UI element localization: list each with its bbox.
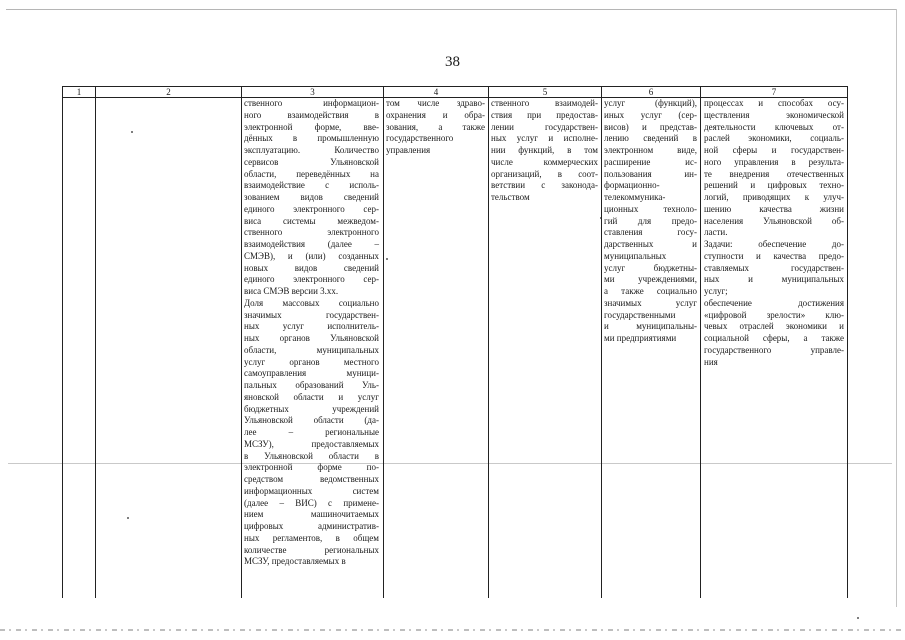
cell-text-line: сервисов Ульяновской — [244, 156, 379, 167]
cell-text-line: единого электронного сер- — [244, 274, 379, 285]
cell-text-line: услуг органов местного — [244, 356, 379, 367]
cell-text-line: населения Ульяновской об- — [704, 215, 844, 226]
cell-text-line: зования, а также — [386, 121, 485, 132]
cell-text-line: гий для предо- — [604, 215, 697, 226]
column-border — [241, 86, 242, 598]
cell-text-line: дарственных и — [604, 239, 697, 249]
cell-text-line: расширение ис- — [604, 156, 697, 167]
cell-text-line: раслей экономики, социаль- — [704, 133, 844, 144]
cell-text-line: средством ведомственных — [244, 474, 379, 484]
cell-text-line: в Ульяновской области в — [244, 450, 379, 461]
cell-text-line: зованием видов сведений — [244, 192, 379, 202]
cell-text-line: МСЗУ), предоставляемых — [244, 438, 379, 449]
scan-speck — [131, 131, 133, 133]
column-border — [383, 86, 384, 598]
column-header-5: 5 — [542, 87, 548, 97]
cell-text-line: процессах и способах осу- — [704, 98, 844, 108]
cell-text-line: лее – региональные — [244, 427, 379, 437]
cell-text-line: государственного — [386, 133, 454, 144]
cell-text-line: лению сведений в — [604, 133, 697, 144]
cell-text-line: ния — [704, 356, 718, 367]
cell-text-line: социальной сферы, а также — [704, 333, 844, 343]
column-border — [601, 86, 602, 598]
cell-text-line: ственного информацион- — [244, 98, 379, 108]
cell-text-line: взаимодействие с исполь- — [244, 180, 379, 191]
cell-text-line: охранения и обра- — [386, 109, 485, 120]
cell-text-line: эксплуатацию. Количество — [244, 145, 379, 155]
cell-text-line: ного управления в результа- — [704, 156, 844, 167]
cell-text-line: деятельности ключевых от- — [704, 121, 844, 132]
cell-text-line: ных регламентов, в общем — [244, 532, 379, 543]
cell-text-line: Задачи: обеспечение до- — [704, 239, 844, 249]
cell-text-line: висов) и представ- — [604, 121, 697, 132]
scan-edge-bottom — [0, 629, 905, 631]
cell-text-line: электронном виде, — [604, 145, 697, 155]
table-cell-col3 — [244, 98, 379, 568]
row-divider — [8, 463, 892, 464]
cell-text-line: самоуправления муници- — [244, 368, 379, 379]
cell-text-line: а также социально — [604, 286, 697, 296]
cell-text-line: ществления экономической — [704, 109, 844, 120]
scan-edge-right — [896, 9, 897, 607]
cell-text-line: (далее – ВИС) с примене- — [244, 497, 379, 508]
table-cell-col5 — [491, 98, 598, 204]
column-border — [700, 86, 701, 598]
cell-text-line: виса СМЭВ версии 3.хх. — [244, 286, 339, 296]
cell-text-line: чевых отраслей экономики и — [704, 321, 844, 332]
cell-text-line: пользования ин- — [604, 168, 697, 179]
cell-text-line: области, муниципальных — [244, 344, 379, 355]
cell-text-line: организаций, в соот- — [491, 168, 598, 179]
cell-text-line: Ульяновской области (да- — [244, 415, 379, 426]
column-header-1: 1 — [76, 87, 82, 97]
cell-text-line: услуг бюджетны- — [604, 262, 697, 273]
cell-text-line: государственными — [604, 309, 676, 320]
cell-text-line: ветствии с законода- — [491, 180, 598, 191]
column-header-3: 3 — [310, 87, 315, 97]
table-cell-col4 — [386, 98, 485, 157]
cell-text-line: те внедрения отечественных — [704, 168, 844, 179]
cell-text-line: ственного взаимодей- — [491, 98, 598, 108]
cell-text-line: единого электронного сер- — [244, 203, 379, 214]
cell-text-line: значимых услуг — [604, 297, 697, 308]
table-cell-col6 — [604, 98, 697, 345]
cell-text-line: электронной форме, вве- — [244, 121, 379, 132]
cell-text-line: МСЗУ, предоставляемых в — [244, 556, 346, 567]
cell-text-line: управления — [386, 145, 431, 155]
cell-text-line: логий, приводящих к улуч- — [704, 192, 844, 202]
cell-text-line: электронной форме по- — [244, 462, 379, 473]
column-border — [488, 86, 489, 598]
cell-text-line: ставляемых государствен- — [704, 262, 844, 273]
table-cell-col7 — [704, 98, 844, 368]
cell-text-line: лении государствен- — [491, 121, 598, 132]
cell-text-line: услуг (функций), — [604, 98, 697, 108]
cell-text-line: числе коммерческих — [491, 156, 598, 167]
cell-text-line: и муниципальны- — [604, 321, 697, 332]
column-header-2: 2 — [166, 87, 171, 97]
cell-text-line: ных услуг и исполне- — [491, 133, 598, 144]
cell-text-line: обеспечение достижения — [704, 297, 844, 308]
column-header-7: 7 — [771, 87, 777, 97]
cell-text-line: дённых в промышленную — [244, 133, 379, 144]
cell-text-line: нием машиночитаемых — [244, 509, 379, 520]
scan-speck — [857, 617, 859, 619]
cell-text-line: иных услуг (сер- — [604, 109, 697, 120]
cell-text-line: новых видов сведений — [244, 262, 379, 273]
cell-text-line: ствия при предостав- — [491, 109, 598, 120]
cell-text-line: решений и цифровых техно- — [704, 180, 844, 191]
cell-text-line: ственного электронного — [244, 227, 379, 238]
cell-text-line: ми предприятиями — [604, 333, 677, 343]
cell-text-line: ной сферы и государствен- — [704, 145, 844, 155]
cell-text-line: Доля массовых социально — [244, 297, 379, 308]
cell-text-line: области, переведённых на — [244, 168, 379, 179]
cell-text-line: муниципальных — [604, 250, 667, 261]
cell-text-line: шению качества жизни — [704, 203, 844, 214]
column-border — [847, 86, 848, 598]
cell-text-line: нии функций, в том — [491, 145, 598, 155]
cell-text-line: бюджетных учреждений — [244, 403, 379, 414]
cell-text-line: формационно- — [604, 180, 660, 191]
cell-text-line: яновской области и услуг — [244, 391, 379, 402]
cell-text-line: ласти. — [704, 227, 728, 238]
scan-speck — [386, 258, 388, 260]
scan-edge-top — [6, 9, 896, 10]
page-number: 38 — [445, 54, 460, 70]
cell-text-line: ных услуг исполнитель- — [244, 321, 379, 332]
cell-text-line: информационных систем — [244, 485, 379, 496]
cell-text-line: ступности и качества предо- — [704, 250, 844, 261]
cell-text-line: ставления госу- — [604, 227, 697, 238]
cell-text-line: виса системы межведом- — [244, 215, 379, 226]
column-header-6: 6 — [648, 87, 654, 97]
cell-text-line: цифровых административ- — [244, 521, 379, 531]
cell-text-line: телекоммуника- — [604, 192, 666, 202]
cell-text-line: ми учреждениями, — [604, 274, 697, 285]
cell-text-line: СМЭВ), и (или) созданных — [244, 250, 379, 261]
cell-text-line: значимых государствен- — [244, 309, 379, 320]
cell-text-line: ного взаимодействия в — [244, 109, 379, 120]
column-header-4: 4 — [433, 87, 439, 97]
column-border — [62, 86, 63, 598]
cell-text-line: «цифровой зрелости» клю- — [704, 309, 844, 320]
cell-text-line: ных органов Ульяновской — [244, 333, 379, 343]
scan-speck — [127, 517, 129, 519]
cell-text-line: тельством — [491, 192, 530, 202]
cell-text-line: пальных образований Уль- — [244, 380, 379, 390]
cell-text-line: количестве региональных — [244, 544, 379, 555]
cell-text-line: том числе здраво- — [386, 98, 485, 108]
cell-text-line: ционных техноло- — [604, 203, 697, 214]
cell-text-line: взаимодействия (далее – — [244, 239, 379, 249]
column-border — [95, 86, 96, 598]
cell-text-line: государственного управле- — [704, 344, 844, 355]
cell-text-line: ных и муниципальных — [704, 274, 844, 285]
cell-text-line: услуг; — [704, 286, 728, 296]
